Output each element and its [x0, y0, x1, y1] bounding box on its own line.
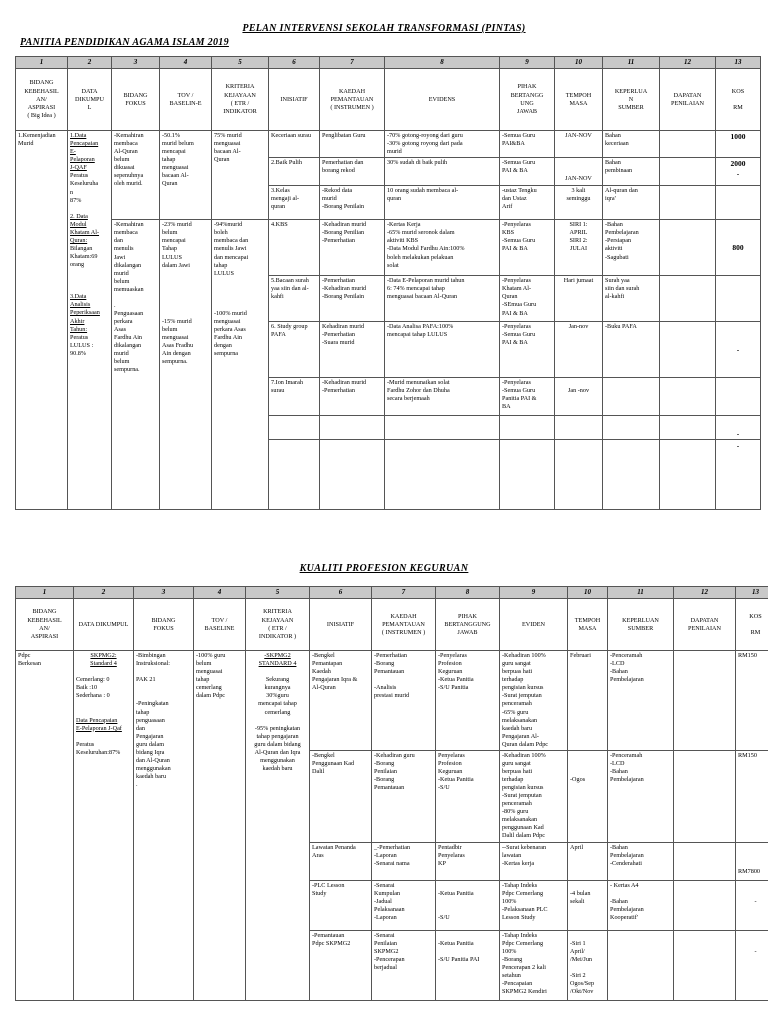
initiative-cell: Keceriaan surau: [269, 131, 320, 158]
column-header-9: EVIDEN: [500, 599, 568, 651]
monitoring-cell: _-Pemerhatian -Laporan -Senarai nama: [372, 842, 436, 880]
column-header-1: BIDANG KEBEHASIL AN/ ASPIRASI: [16, 599, 74, 651]
initiative-cell: Lawatan Penanda Aras: [310, 842, 372, 880]
cost-cell: -: [716, 416, 761, 440]
duration-cell: JAN-NOV: [555, 158, 603, 186]
column-header-2: DATA DIKUMPUL: [74, 599, 134, 651]
cost-cell: 1000: [716, 131, 761, 158]
resource-cell: - Kertas A4 -Bahan Pembelajaran Kooperatif': [608, 880, 674, 930]
column-header-4: TOV / BASELINE: [194, 599, 246, 651]
column-number-8: 8: [436, 587, 500, 599]
resource-cell: -Penceramah -LCD -Bahan Pembelajaran: [608, 651, 674, 751]
resource-cell: [603, 378, 660, 416]
result-cell: [660, 416, 716, 440]
cost-cell: -: [716, 322, 761, 378]
column-number-6: 6: [310, 587, 372, 599]
column-header-5: KRITERIA KEJAYAAN ( ETR / INDIKATOR: [212, 69, 269, 131]
evidence-cell: -Tahap Indeks Pdpc Cemerlang 100% -Pelaksanaan PLC Lesson Study: [500, 880, 568, 930]
evidence-cell: -Data E-Pelaporan murid tahun 6: 74% mencapai tahap menguasai bacaan Al-Quran: [385, 276, 500, 322]
result-cell: [674, 880, 736, 930]
focus-area-cell: -Kemahiran membaca dan menulis Jawi dikalangan murid belum memuaskan . Penguasaan perkara Asas Fardhu Ain dikalangan murid belum sempurna.: [112, 220, 160, 510]
result-cell: [674, 842, 736, 880]
column-number-8: 8: [385, 57, 500, 69]
cost-cell: 800: [716, 220, 761, 276]
initiative-cell: -PLC Lesson Study: [310, 880, 372, 930]
responsible-cell: -Ketua Panitia -S/U: [436, 880, 500, 930]
monitoring-cell: -Senarai Kumpulan -Jadual Pelaksanaan -Laporan: [372, 880, 436, 930]
column-number-11: 11: [603, 57, 660, 69]
responsible-cell: -Semua Guru PAI & BA: [500, 158, 555, 186]
success-criteria-cell: -94%murid boleh membaca dan menulis Jawi dan mencapai tahap LULUS -100% murid menguasai perkara Asas Fardhu Ain dengan sempurna: [212, 220, 269, 510]
header-row: [16, 599, 768, 651]
column-header-12: DAPATAN PENILAIAN: [660, 69, 716, 131]
cost-cell: RM150: [736, 750, 768, 842]
resource-cell: Surah yaa siin dan surah al-kahfi: [603, 276, 660, 322]
monitoring-cell: Kehadiran murid -Pemerhatian -Suara murid: [320, 322, 385, 378]
column-number-10: 10: [568, 587, 608, 599]
column-header-7: KAEDAH PEMANTAUAN ( INSTRUMEN ): [320, 69, 385, 131]
responsible-cell: Pentadbir Penyelaras KP: [436, 842, 500, 880]
initiative-cell: 5.Bacaan surah yaa siin dan al- kahfi: [269, 276, 320, 322]
column-header-9: PIHAK BERTANGG UNG JAWAB: [500, 69, 555, 131]
result-cell: [660, 322, 716, 378]
data-collected-cell: 1.Data Pencapaian E- Pelaporan J-QAF Peratus Keseluruha n 87% 2. Data Modul Khatam Al- Quran: Bilangan Khatam:69 orang 3.Data Analisis Peperiksaan Akhir Tahun: Peratus LULUS : 90.8%: [68, 131, 112, 510]
column-number-row: [16, 587, 768, 599]
column-number-1: 1: [16, 587, 74, 599]
evidence-cell: --Surat kebenaran lawatan -Kertas kerja: [500, 842, 568, 880]
column-number-3: 3: [134, 587, 194, 599]
header-row: [16, 69, 761, 131]
resource-cell: Bahan pembinaan: [603, 158, 660, 186]
duration-cell: -4 bulan sekali: [568, 880, 608, 930]
monitoring-cell: -Pemerhatian -Borang Pemantauan -Analisis prestasi murid: [372, 651, 436, 751]
evidence-cell: 10 orang sudah membaca al- quran: [385, 186, 500, 220]
aspiration-cell: 1.Kemenjadian Murid: [16, 131, 68, 510]
initiative-cell: -Pemantauan Pdpc SKPMG2: [310, 930, 372, 1000]
initiative-cell: [269, 440, 320, 510]
evidence-cell: -Kertas Kerja -65% murid seronok dalam aktiviti KBS -Data Modul Fardhu Ain:100% boleh melakukan pelakuan solat: [385, 220, 500, 276]
aspiration-cell: Pdpc Berkesan: [16, 651, 74, 1000]
baseline-cell: -50.1% murid belum mencapai tahap menguasai bacaan Al- Quran: [160, 131, 212, 220]
monitoring-cell: -Kehadiran guru -Borang Penilaian -Borang Pemantauan: [372, 750, 436, 842]
table-row: [16, 651, 768, 751]
cost-cell: -: [736, 880, 768, 930]
column-number-4: 4: [160, 57, 212, 69]
cost-cell: [716, 186, 761, 220]
responsible-cell: [500, 440, 555, 510]
column-header-6: INISIATIF: [269, 69, 320, 131]
column-number-12: 12: [660, 57, 716, 69]
success-criteria-cell: 75% murid menguasai bacaan Al- Quran: [212, 131, 269, 220]
column-header-3: BIDANG FOKUS: [112, 69, 160, 131]
cost-cell: -: [736, 930, 768, 1000]
column-number-7: 7: [320, 57, 385, 69]
cost-cell: [716, 378, 761, 416]
result-cell: [660, 186, 716, 220]
column-header-1: BIDANG KEBEHASIL AN/ ASPIRASI ( Big Idea ): [16, 69, 68, 131]
responsible-cell: -Penyelaras Khatam Al- Quran -SEmua Guru PAI & BA: [500, 276, 555, 322]
document-subtitle: PANITIA PENDIDIKAN AGAMA ISLAM 2019: [20, 37, 229, 48]
result-cell: [660, 158, 716, 186]
responsible-cell: Penyelaras Profesion Keguruan -Ketua Panitia -S/U: [436, 750, 500, 842]
result-cell: [660, 276, 716, 322]
column-header-11: KEPERLUAN SUMBER: [608, 599, 674, 651]
success-criteria-cell: -SKPMG2 STANDARD 4 Sekurang kurangnya 30%guru mencapai tahap cemerlang -95% peningkatan tahap pengajaran guru dalam bidang Al-Quran dan Iqra menggunakan kaedah baru: [246, 651, 310, 1000]
evidence-cell: [385, 416, 500, 440]
monitoring-cell: Pemerhatian dan borang rekod: [320, 158, 385, 186]
responsible-cell: -Ketua Panitia -S/U Panitia PAI: [436, 930, 500, 1000]
evidence-cell: [385, 440, 500, 510]
document-title: PELAN INTERVENSI SEKOLAH TRANSFORMASI (PINTAS): [242, 23, 526, 34]
column-number-9: 9: [500, 587, 568, 599]
evidence-cell: -Kehadiran 100% guru sangat berpuas hati terhadap pengisian kursus -Surat jemputan penceramah -80% guru melaksanakan penggunaan Kad Dalil dalam Pdpc: [500, 750, 568, 842]
column-number-9: 9: [500, 57, 555, 69]
duration-cell: JAN-NOV: [555, 131, 603, 158]
data-collected-cell: SKPMG2: Standard 4 Cemerlang: 0 Baik :10 Sederhana : 0 Data Pencapaian E-Pelaporan J-Qaf Peratus Keseluruhan:87%: [74, 651, 134, 1000]
column-header-13: KOS RM: [736, 599, 768, 651]
column-number-12: 12: [674, 587, 736, 599]
section-title: KUALITI PROFESION KEGURUAN: [299, 563, 469, 574]
evidence-cell: -70% gotong-royong dari guru -30% gotong royong dari pada murid: [385, 131, 500, 158]
column-header-10: TEMPOH MASA: [568, 599, 608, 651]
initiative-cell: 6. Study group PAFA: [269, 322, 320, 378]
column-header-8: EVIDENS: [385, 69, 500, 131]
resource-cell: Bahan keceriaan: [603, 131, 660, 158]
column-header-5: KRITERIA KEJAYAAN ( ETR / INDIKATOR ): [246, 599, 310, 651]
column-number-5: 5: [246, 587, 310, 599]
column-number-1: 1: [16, 57, 68, 69]
monitoring-cell: [320, 440, 385, 510]
responsible-cell: -Penyelaras KBS -Semua Guru PAI & BA: [500, 220, 555, 276]
responsible-cell: -Semua Guru PAI&BA: [500, 131, 555, 158]
pintas-plan-table: [15, 56, 761, 510]
column-header-6: INISIATIF: [310, 599, 372, 651]
duration-cell: [555, 440, 603, 510]
resource-cell: -Bahan Pembelajaran -Persiapan aktiviti -Sagubati: [603, 220, 660, 276]
resource-cell: [603, 440, 660, 510]
result-cell: [660, 440, 716, 510]
responsible-cell: [500, 416, 555, 440]
result-cell: [660, 220, 716, 276]
column-number-4: 4: [194, 587, 246, 599]
duration-cell: April: [568, 842, 608, 880]
evidence-cell: -Data Analisa PAFA:100% mencapai tahap LULUS: [385, 322, 500, 378]
duration-cell: -Siri 1 April/ /Mei/Jun -Siri 2 Ogos/Sep /Okt/Nov: [568, 930, 608, 1000]
responsible-cell: -Penyelaras -Semua Guru PAI & BA: [500, 322, 555, 378]
initiative-cell: 4.KBS: [269, 220, 320, 276]
baseline-cell: -23% murid belum mencapai Tahap LULUS dalam Jawi -15% murid belum menguasai Asas Fradhu Ain dengan sempurna.: [160, 220, 212, 510]
result-cell: [674, 651, 736, 751]
evidence-cell: -Kehadiran 100% guru sangat berpuas hati terhadap pengisian kursus -Surat jemputan penceramah -65% guru melaksanakan kaedah baru Pengajaran Al- Quran dalam Pdpc: [500, 651, 568, 751]
duration-cell: Jan -nov: [555, 378, 603, 416]
monitoring-cell: -Senarai Penilaian SKPMG2 -Pencerapan berjadual: [372, 930, 436, 1000]
duration-cell: Jan-nov: [555, 322, 603, 378]
cost-cell: -: [716, 440, 761, 510]
column-number-7: 7: [372, 587, 436, 599]
duration-cell: Hari jumaat: [555, 276, 603, 322]
result-cell: [660, 131, 716, 158]
evidence-cell: -Murid menunaikan solat Fardhu Zohor dan Dhuha secara berjemaah: [385, 378, 500, 416]
responsible-cell: -Penyelaras -Semua Guru Panitia PAI & BA: [500, 378, 555, 416]
column-header-10: TEMPOH MASA: [555, 69, 603, 131]
column-header-7: KAEDAH PEMANTAUAN ( INSTRUMEN ): [372, 599, 436, 651]
resource-cell: Al-quran dan iqra': [603, 186, 660, 220]
initiative-cell: -Bengkel Penggunaan Kad Dalil: [310, 750, 372, 842]
column-header-3: BIDANG FOKUS: [134, 599, 194, 651]
initiative-cell: 7.Ion Imarah surau: [269, 378, 320, 416]
column-header-11: KEPERLUA N SUMBER: [603, 69, 660, 131]
column-number-11: 11: [608, 587, 674, 599]
table-row: [16, 220, 761, 276]
cost-cell: RM150: [736, 651, 768, 751]
column-number-2: 2: [74, 587, 134, 599]
cost-cell: 2000 -: [716, 158, 761, 186]
column-number-6: 6: [269, 57, 320, 69]
monitoring-cell: Penglibatan Guru: [320, 131, 385, 158]
baseline-cell: -100% guru belum menguasai tahap cemerlang dalam Pdpc: [194, 651, 246, 1000]
resource-cell: [603, 416, 660, 440]
cost-cell: [716, 276, 761, 322]
column-header-12: DAPATAN PENILAIAN: [674, 599, 736, 651]
monitoring-cell: -Pemerhatian -Kehadiran murid -Borang Penilain: [320, 276, 385, 322]
monitoring-cell: [320, 416, 385, 440]
initiative-cell: 3.Kelas mengaji al- quran: [269, 186, 320, 220]
monitoring-cell: -Rekod data murid -Borang Penilain: [320, 186, 385, 220]
resource-cell: -Bahan Pembelajaran -Cenderahati: [608, 842, 674, 880]
evidence-cell: -Tahap Indeks Pdpc Cemerlang 100% -Borang Pencerapan 2 kali setahun -Pencapaian SKPMG2 Kendiri: [500, 930, 568, 1000]
initiative-cell: [269, 416, 320, 440]
teaching-profession-table: [15, 586, 768, 1001]
column-number-row: [16, 57, 761, 69]
resource-cell: -Penceramah -LCD -Bahan Pembelajaran: [608, 750, 674, 842]
column-number-13: 13: [736, 587, 768, 599]
column-header-8: PIHAK BERTANGGUNG JAWAB: [436, 599, 500, 651]
duration-cell: Februari: [568, 651, 608, 751]
responsible-cell: -ustaz Tengku dan Ustaz Arif: [500, 186, 555, 220]
focus-area-cell: -Bimbingan Instruksional: PAK 21 -Peningkatan tahap penguasaan dan Pengajaran guru dalam bidang Iqra dan Al-Quran menggunakan kaedah baru .: [134, 651, 194, 1000]
initiative-cell: -Bengkel Pemantapan Kaedah Pengajaran Iqra & Al-Quran: [310, 651, 372, 751]
column-header-4: TOV / BASELIN-E: [160, 69, 212, 131]
column-header-2: DATA DIKUMPU L: [68, 69, 112, 131]
table-row: [16, 131, 761, 158]
cost-cell: RM7800: [736, 842, 768, 880]
resource-cell: [608, 930, 674, 1000]
column-number-5: 5: [212, 57, 269, 69]
column-number-3: 3: [112, 57, 160, 69]
duration-cell: SIRI 1: APRIL SIRI 2: JULAI: [555, 220, 603, 276]
focus-area-cell: -Kemahiran membaca Al-Quran belum dikuasai sepenuhnya oleh murid.: [112, 131, 160, 220]
column-number-2: 2: [68, 57, 112, 69]
monitoring-cell: -Kehadiran murid -Borang Penilian -Pemerhatian: [320, 220, 385, 276]
evidence-cell: 30% sudah di baik pulih: [385, 158, 500, 186]
result-cell: [660, 378, 716, 416]
responsible-cell: -Penyelaras Profesion Keguruan -Ketua Panitia -S/U Panitia: [436, 651, 500, 751]
duration-cell: -Ogos: [568, 750, 608, 842]
initiative-cell: 2.Baik Pulih: [269, 158, 320, 186]
result-cell: [674, 930, 736, 1000]
column-number-10: 10: [555, 57, 603, 69]
duration-cell: [555, 416, 603, 440]
column-number-13: 13: [716, 57, 761, 69]
resource-cell: -Buku PAFA: [603, 322, 660, 378]
monitoring-cell: -Kehadiran murid -Pemerhatian: [320, 378, 385, 416]
result-cell: [674, 750, 736, 842]
duration-cell: 3 kali seminggu: [555, 186, 603, 220]
column-header-13: KOS RM: [716, 69, 761, 131]
